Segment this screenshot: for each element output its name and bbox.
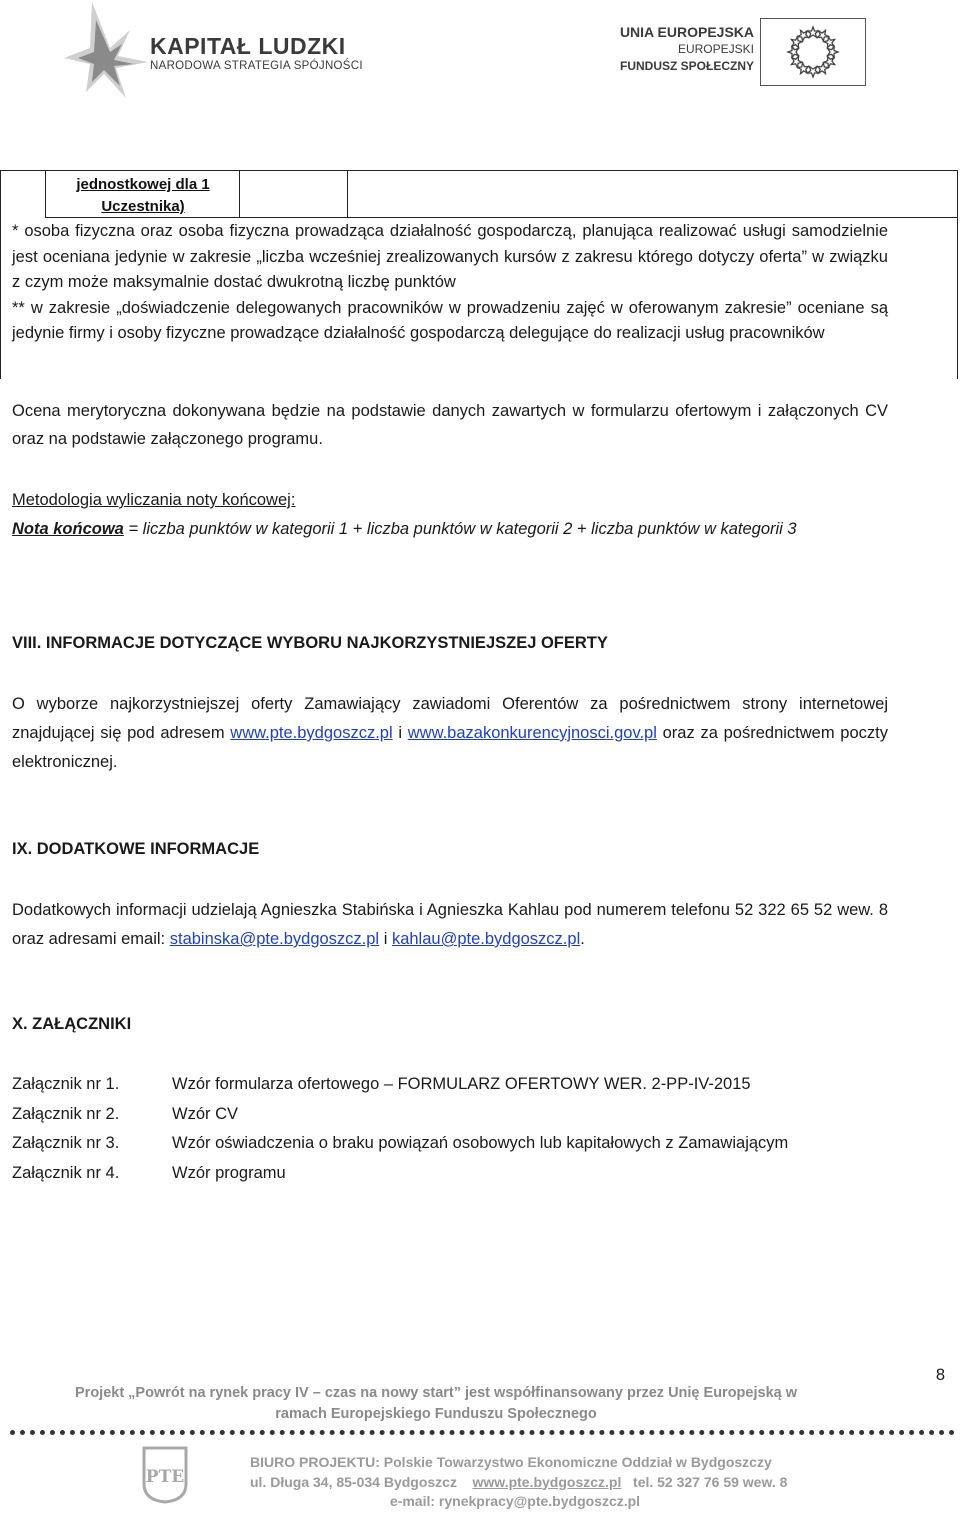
ocena-paragraph: Ocena merytoryczna dokonywana będzie na podstawie danych zawartych w formularzu ofertowym i załączonych CV oraz na podstawie załączonego programu. <box>12 402 888 448</box>
footer-office-line1: BIURO PROJEKTU: Polskie Towarzystwo Ekonomiczne Oddział w Bydgoszczy <box>250 1454 772 1470</box>
attachment-desc: Wzór oświadczenia o braku powiązań osobowych lub kapitałowych z Zamawiającym <box>172 1134 789 1152</box>
email-stabinska-link[interactable]: stabinska@pte.bydgoszcz.pl <box>169 930 380 948</box>
attachment-list <box>12 1070 788 1188</box>
pte-logo <box>140 1444 190 1504</box>
nota-formula-text: = liczba punktów w kategorii 1 + liczba punktów w kategorii 2 + liczba punktów w kategorii 3 <box>123 520 797 538</box>
footnotes <box>12 219 888 347</box>
footer-office-line2 <box>250 1473 787 1493</box>
section-8-text-mid: i <box>392 724 408 742</box>
eu-label <box>620 24 754 75</box>
footer-website-link[interactable]: www.pte.bydgoszcz.pl <box>472 1473 622 1490</box>
footer-phone: tel. 52 327 76 59 wew. 8 <box>633 1473 788 1490</box>
footer-project-info <box>0 1383 872 1425</box>
footnote-single-star: * osoba fizyczna oraz osoba fizyczna prowadząca działalność gospodarczą, planująca realizować usługi samodzielnie jest oceniana jedynie w zakresie „liczba wcześniej zrealizowanych kursów z zakresu którego dotyczy oferta” w związku z czym może maksymalnie dostać dwukrotną liczbę punktów <box>12 222 888 291</box>
attachment-desc: Wzór formularza ofertowego – FORMULARZ OFERTOWY WER. 2-PP-IV-2015 <box>172 1075 751 1093</box>
section-9-heading: IX. DODATKOWE INFORMACJE <box>12 840 260 858</box>
table-cell-text <box>46 174 240 218</box>
section-9-text-mid: i <box>379 930 392 948</box>
table-cell-line1: jednostkowej dla 1 <box>76 176 210 193</box>
attachment-label: Załącznik nr 4. <box>12 1163 120 1182</box>
kapital-ludzki-subtitle: NARODOWA STRATEGIA SPÓJNOŚCI <box>150 60 363 72</box>
list-item <box>12 1100 788 1130</box>
eu-flag-icon <box>760 18 866 86</box>
footer-divider <box>10 1430 955 1435</box>
section-10-heading: X. ZAŁĄCZNIKI <box>12 1015 132 1033</box>
kapital-ludzki-star-icon <box>60 0 150 100</box>
eu-label-line1: UNIA EUROPEJSKA <box>619 24 754 40</box>
section-9-text-before: Dodatkowych informacji udzielają Agnieszka Stabińska i Agnieszka Kahlau pod numerem telefonu 52 322 65 52 wew. 8 oraz adresami email: <box>12 901 888 948</box>
section-9-paragraph <box>12 896 888 954</box>
attachment-label: Załącznik nr 1. <box>12 1075 120 1093</box>
table-cell-line2: Uczestnika) <box>101 198 185 215</box>
list-item <box>12 1070 788 1100</box>
metodologia-heading: Metodologia wyliczania noty końcowej: <box>12 491 296 509</box>
list-item <box>12 1159 788 1189</box>
page-number: 8 <box>935 1366 945 1384</box>
footer-project-line1: Projekt „Powrót na rynek pracy IV – czas na nowy start” jest współfinansowany przez Unię Europejską w <box>75 1385 797 1401</box>
footer-email: e-mail: rynekpracy@pte.bydgoszcz.pl <box>389 1493 641 1509</box>
footer-project-line2: ramach Europejskiego Funduszu Społecznego <box>275 1406 597 1422</box>
email-kahlau-link[interactable]: kahlau@pte.bydgoszcz.pl <box>391 930 581 948</box>
table-cell <box>0 170 46 218</box>
section-8-text-before: O wyborze najkorzystniejszej oferty Zamawiający zawiadomi Oferentów za pośrednictwem strony internetowej znajdującej się pod adresem <box>12 695 888 742</box>
kapital-ludzki-title: KAPITAŁ LUDZKI <box>150 33 346 59</box>
eu-label-line3: FUNDUSZ SPOŁECZNY <box>619 59 754 73</box>
attachment-desc: Wzór programu <box>172 1163 286 1182</box>
pte-logo-icon <box>140 1444 190 1504</box>
baza-konkurencyjnosci-link[interactable]: www.bazakonkurencyjnosci.gov.pl <box>407 724 657 742</box>
footnote-double-star: ** w zakresie „doświadczenie delegowanych pracowników w prowadzeniu zajęć w oferowanym zakresie” oceniane są jedynie firmy i osoby fizyczne prowadzące działalność gospodarczą delegujące do realizacji usług pracowników <box>12 298 888 342</box>
nota-label: Nota końcowa <box>12 520 124 538</box>
eu-label-line2: EUROPEJSKI <box>677 42 754 56</box>
section-9-text-after: . <box>580 930 585 948</box>
attachment-label: Załącznik nr 2. <box>12 1104 120 1123</box>
nota-formula <box>12 514 888 544</box>
svg-text:PTE: PTE <box>145 1467 185 1487</box>
list-item <box>12 1129 788 1159</box>
section-8-text-after: oraz za pośrednictwem poczty elektronicznej. <box>12 724 888 771</box>
attachment-label: Załącznik nr 3. <box>12 1134 120 1152</box>
section-8-paragraph <box>12 690 888 777</box>
table-cell <box>240 170 348 218</box>
attachment-desc: Wzór CV <box>172 1104 238 1123</box>
footer-address: ul. Długa 34, 85-034 Bydgoszcz <box>250 1473 457 1490</box>
table-cell <box>348 170 958 218</box>
footer-office-info <box>250 1453 787 1512</box>
section-8-heading: VIII. INFORMACJE DOTYCZĄCE WYBORU NAJKORZYSTNIEJSZEJ OFERTY <box>12 634 608 652</box>
pte-website-link[interactable]: www.pte.bydgoszcz.pl <box>230 724 393 742</box>
